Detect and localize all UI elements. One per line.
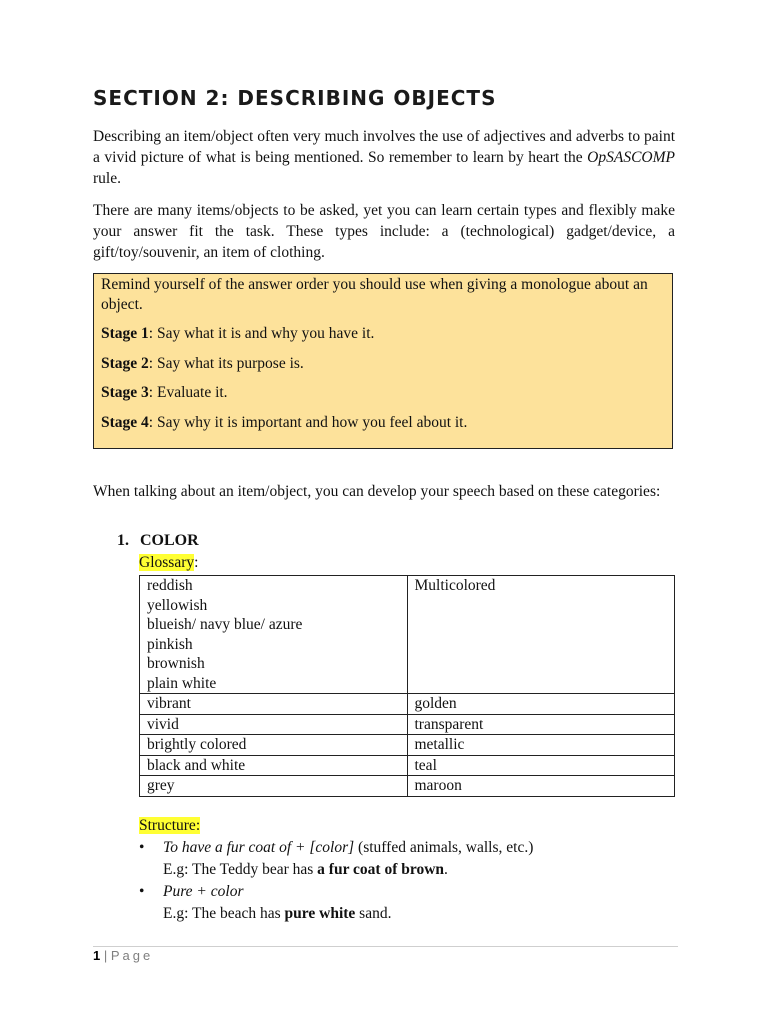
glossary-label	[139, 554, 198, 572]
structure-label	[139, 817, 200, 835]
page-footer	[93, 948, 153, 963]
table-row	[140, 755, 675, 776]
structure-highlight: Structure:	[139, 817, 201, 834]
stage-2-label: Stage 2	[101, 354, 149, 372]
structure-pattern	[163, 837, 679, 859]
structure-list	[139, 837, 679, 925]
table-cell: metallic	[407, 735, 675, 756]
table-cell: teal	[407, 755, 675, 776]
table-cell	[140, 576, 408, 694]
stage-2-text: : Say what its purpose is.	[148, 354, 304, 372]
example-end: sand.	[355, 905, 392, 922]
pattern-note: (stuffed animals, walls, etc.)	[354, 839, 534, 856]
glossary-colon: :	[194, 554, 199, 571]
stage-3	[101, 383, 665, 403]
stage-1-label: Stage 1	[101, 325, 149, 342]
intro-paragraph-2: There are many items/objects to be asked, yet you can learn certain types and flexibly make your answer fit the task. These types include: a (technological) gadget/device, a gift/toy/souvenir, an item of clothing.	[93, 202, 675, 261]
intro-p1-end: rule.	[93, 170, 121, 187]
glossary-highlight: Glossary	[139, 554, 195, 571]
category-heading-color	[117, 532, 199, 550]
categories-intro: When talking about an item/object, you can develop your speech based on these categories:	[93, 483, 661, 500]
stage-4-text: : Say why it is important and how you feel about it.	[148, 413, 468, 431]
intro-paragraph-1	[93, 126, 675, 189]
bullet-icon: •	[139, 883, 145, 900]
table-row	[140, 776, 675, 797]
table-cell: vivid	[140, 714, 408, 735]
table-row	[140, 576, 675, 694]
structure-pattern	[163, 881, 679, 903]
table-row	[140, 714, 675, 735]
page-number: 1	[93, 948, 101, 963]
intro-p1-text: Describing an item/object often very much involves the use of adjectives and adverbs to paint a vivid picture of what is being mentioned. So remember to learn by heart the	[93, 128, 675, 166]
example-bold: a fur coat of brown	[317, 861, 445, 878]
color-term: pinkish	[147, 635, 193, 653]
color-term: yellowish	[147, 596, 208, 614]
example-bold: pure white	[284, 905, 356, 922]
list-item	[139, 881, 679, 925]
page-word: Page	[110, 948, 154, 963]
table-cell: grey	[140, 776, 408, 797]
stage-2	[101, 354, 665, 374]
example-text: E.g: The beach has	[163, 905, 285, 922]
pattern-text: To have a fur coat of + [color]	[163, 839, 355, 856]
table-cell: transparent	[407, 714, 675, 735]
table-cell: maroon	[407, 776, 675, 797]
opsascomp-rule: OpSASCOMP	[587, 149, 675, 166]
structure-example	[163, 903, 679, 925]
stage-1	[101, 324, 665, 344]
table-cell: black and white	[140, 755, 408, 776]
reminder-box	[93, 273, 673, 449]
example-text: E.g: The Teddy bear has	[163, 861, 318, 878]
reminder-intro: Remind yourself of the answer order you should use when giving a monologue about an object.	[101, 276, 648, 313]
table-cell: vibrant	[140, 694, 408, 715]
section-title: SECTION 2: DESCRIBING OBJECTS	[93, 86, 497, 110]
list-item	[139, 837, 679, 881]
table-cell: Multicolored	[407, 576, 675, 694]
color-term: brownish	[147, 655, 205, 672]
table-row	[140, 694, 675, 715]
stage-3-label: Stage 3	[101, 384, 149, 401]
stage-4	[101, 413, 665, 433]
footer-separator: |	[100, 948, 111, 963]
footer-divider	[93, 946, 678, 947]
table-cell: golden	[407, 694, 675, 715]
color-term: blueish/ navy blue/ azure	[147, 616, 303, 633]
stage-3-text: : Evaluate it.	[148, 384, 228, 401]
example-end: .	[444, 861, 448, 878]
stage-1-text: : Say what it is and why you have it.	[148, 325, 375, 342]
stage-4-label: Stage 4	[101, 413, 149, 431]
glossary-table	[139, 575, 675, 797]
table-cell: brightly colored	[140, 735, 408, 756]
pattern-text: Pure + color	[163, 883, 244, 900]
bullet-icon: •	[139, 839, 145, 856]
category-number: 1.	[117, 532, 129, 549]
category-title: COLOR	[140, 532, 199, 549]
structure-example	[163, 859, 679, 881]
color-term: plain white	[147, 674, 217, 692]
color-term: reddish	[147, 577, 193, 594]
table-row	[140, 735, 675, 756]
